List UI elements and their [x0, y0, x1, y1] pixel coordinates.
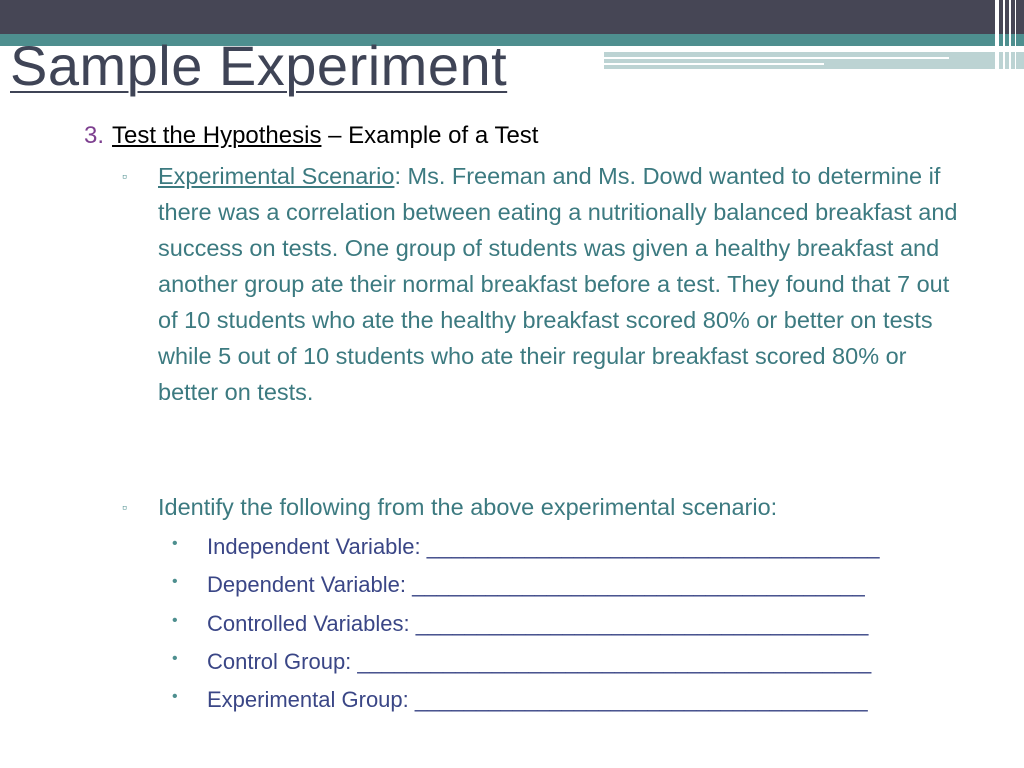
- slide-title: Sample Experiment: [10, 34, 508, 97]
- header-deco-line: [604, 57, 949, 59]
- header-light-band: [604, 52, 1024, 69]
- list-item-experimental-group: Experimental Group: _____________________________________: [207, 687, 868, 712]
- list-item-controlled-variables: Controlled Variables: _____________________________________: [207, 611, 869, 636]
- step-heading: [84, 120, 538, 152]
- square-bullet-icon: ▫: [122, 168, 127, 184]
- header-deco-vertical-line: [995, 0, 999, 70]
- header-deco-vertical-line: [1015, 0, 1016, 70]
- scenario-label: Experimental Scenario: [158, 163, 395, 189]
- list-item-dependent-variable: Dependent Variable: _____________________________________: [207, 572, 865, 597]
- dot-bullet-icon: •: [172, 612, 178, 629]
- list-item-independent-variable: Independent Variable: _____________________________________: [207, 534, 880, 559]
- scenario-text: : Ms. Freeman and Ms. Dowd wanted to determine if there was a correlation between eating a nutritionally balanced breakfast and success on tests. One group of students was given a healthy breakfast and another group ate their normal breakfast before a test. They found that 7 out of 10 students who ate the healthy breakfast scored 80% or better on tests while 5 out of 10 students who ate their regular breakfast scored 80% or better on tests.: [158, 163, 958, 405]
- dot-bullet-icon: •: [172, 535, 178, 552]
- header-deco-line: [604, 63, 824, 65]
- scenario-paragraph: [158, 158, 973, 410]
- header-dark-band: [0, 0, 1024, 34]
- dot-bullet-icon: •: [172, 650, 178, 667]
- dot-bullet-icon: •: [172, 573, 178, 590]
- identify-instruction: Identify the following from the above experimental scenario:: [158, 494, 778, 520]
- header-deco-vertical-line: [1009, 0, 1011, 70]
- list-item-control-group: Control Group: __________________________________________: [207, 649, 872, 674]
- step-heading-underlined: Test the Hypothesis: [112, 122, 322, 149]
- header-deco-vertical-line: [1003, 0, 1005, 70]
- dot-bullet-icon: •: [172, 688, 178, 705]
- step-number: 3.: [84, 122, 105, 149]
- step-heading-rest: – Example of a Test: [321, 122, 539, 149]
- square-bullet-icon: ▫: [122, 499, 127, 515]
